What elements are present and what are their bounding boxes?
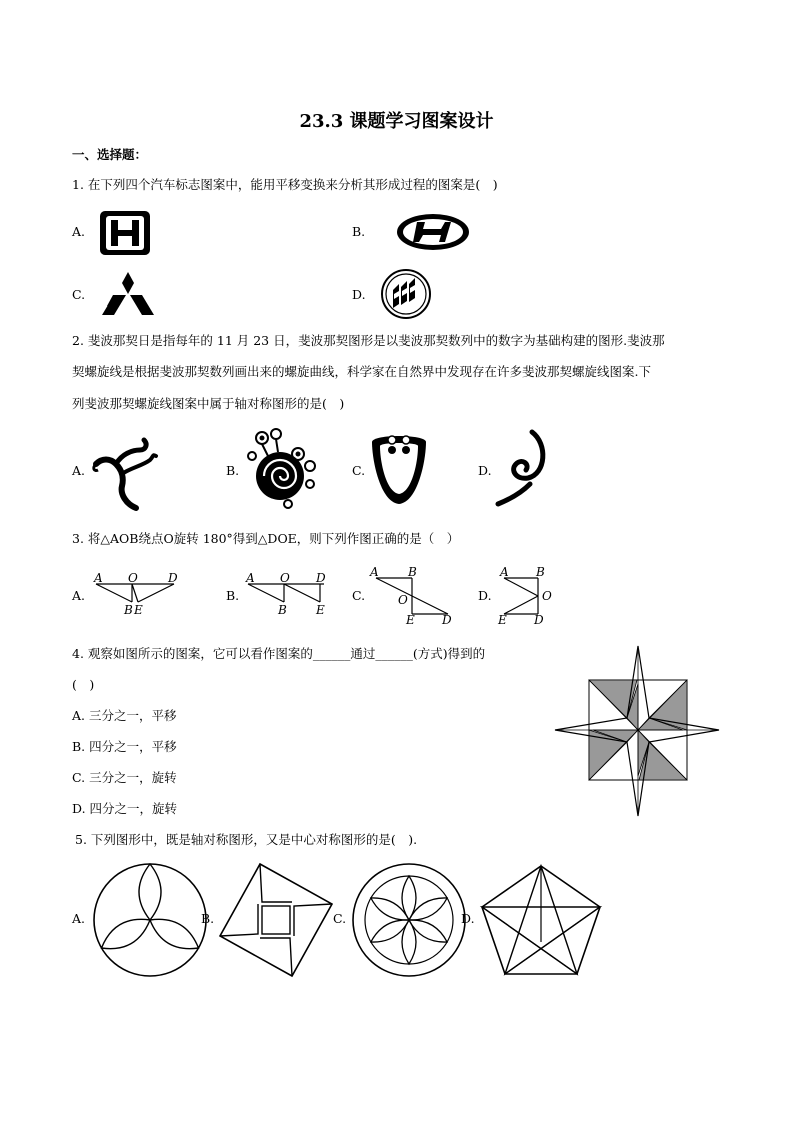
q3-option-a-label: A. <box>72 588 86 603</box>
q3-option-d-label: D. <box>478 588 492 603</box>
q3b-point-e: E <box>316 603 325 617</box>
q3c-point-d: D <box>442 613 452 627</box>
q2-option-b-label: B. <box>226 463 240 478</box>
q2-option-d-label: D. <box>478 463 492 478</box>
q3a-point-o: O <box>128 571 138 585</box>
star-pattern-figure <box>553 644 721 818</box>
q3c-point-a: A <box>370 565 379 579</box>
q1-option-d-label: D. <box>352 287 366 302</box>
q3-figure-d <box>496 564 566 626</box>
q3d-point-e: E <box>498 613 507 627</box>
q1-option-c-label: C. <box>72 287 86 302</box>
q3c-point-o: O <box>398 593 408 607</box>
buick-logo-icon <box>380 268 432 320</box>
q1-stem: 1. 在下列四个汽车标志图案中，能用平移变换来分析其形成过程的图案是( ) <box>72 177 498 192</box>
q5-figure-a-three-petal <box>88 862 215 978</box>
q5-figure-b-pinwheel-square <box>218 862 334 978</box>
q4-choice-d: D. 四分之一，旋转 <box>72 801 178 816</box>
q3c-point-b: B <box>408 565 417 579</box>
q3d-point-d: D <box>534 613 544 627</box>
mitsubishi-logo-icon <box>100 270 156 318</box>
q5-option-b-label: B. <box>201 911 215 926</box>
q3-figure-b <box>244 570 334 620</box>
q3a-point-d: D <box>168 571 178 585</box>
page-title: 23.3 课题学习图案设计 <box>299 111 494 132</box>
q4-choice-a: A. 三分之一，平移 <box>72 708 177 723</box>
q3a-point-e: E <box>134 603 143 617</box>
q3-figure-a <box>92 570 182 620</box>
honda-logo-icon <box>97 209 153 257</box>
q3d-point-b: B <box>536 565 545 579</box>
q4-choice-b: B. 四分之一，平移 <box>72 739 177 754</box>
q3c-point-e: E <box>406 613 415 627</box>
q3-stem: 3. 将△AOB绕点O旋转 180°得到△DOE，则下列作图正确的是（ ） <box>72 531 460 546</box>
q4-choice-c: C. 三分之一，旋转 <box>72 770 177 785</box>
q3-figure-c <box>368 564 458 626</box>
q2-stem-line2: 契螺旋线是根据斐波那契数列画出来的螺旋曲线，科学家在自然界中发现存在许多斐波那契螺旋线图案.下 <box>72 364 651 379</box>
spiral-figure-b-icon <box>240 426 322 508</box>
q5-option-d-label: D. <box>461 911 475 926</box>
q1-option-a-label: A. <box>72 224 86 239</box>
q2-stem-line3: 列斐波那契螺旋线图案中属于轴对称图形的是( ) <box>72 396 345 411</box>
q2-option-a-label: A. <box>72 463 86 478</box>
q5-figure-d-pentagram <box>478 862 604 978</box>
q4-stem: 4. 观察如图所示的图案，它可以看作图案的______通过______(方式)得到的 <box>72 646 486 661</box>
q2-option-c-label: C. <box>352 463 366 478</box>
q5-option-c-label: C. <box>333 911 347 926</box>
q3b-point-b: B <box>278 603 287 617</box>
q3d-point-a: A <box>500 565 509 579</box>
q4-paren: ( ) <box>72 677 95 692</box>
q3b-point-d: D <box>316 571 326 585</box>
spiral-figure-c-icon <box>368 430 430 508</box>
q3b-point-o: O <box>280 571 290 585</box>
q3a-point-b: B <box>124 603 133 617</box>
q3b-point-a: A <box>246 571 255 585</box>
spiral-figure-d-icon <box>494 430 554 510</box>
q5-option-a-label: A. <box>72 911 86 926</box>
q5-figure-c-six-petal <box>350 862 468 978</box>
q3a-point-a: A <box>94 571 103 585</box>
q3-option-b-label: B. <box>226 588 240 603</box>
q3-option-c-label: C. <box>352 588 366 603</box>
spiral-figure-a-icon <box>88 434 166 512</box>
q2-stem-line1: 2. 斐波那契日是指每年的 11 月 23 日，斐波那契图形是以斐波那契数列中的数字为基础构建的图形.斐波那 <box>72 333 665 348</box>
q1-option-b-label: B. <box>352 224 366 239</box>
q3d-point-o: O <box>542 589 552 603</box>
q5-stem: 5. 下列图形中，既是轴对称图形，又是中心对称图形的是( ). <box>75 832 418 847</box>
hyundai-logo-icon <box>393 210 473 254</box>
section-heading: 一、选择题： <box>72 147 148 162</box>
